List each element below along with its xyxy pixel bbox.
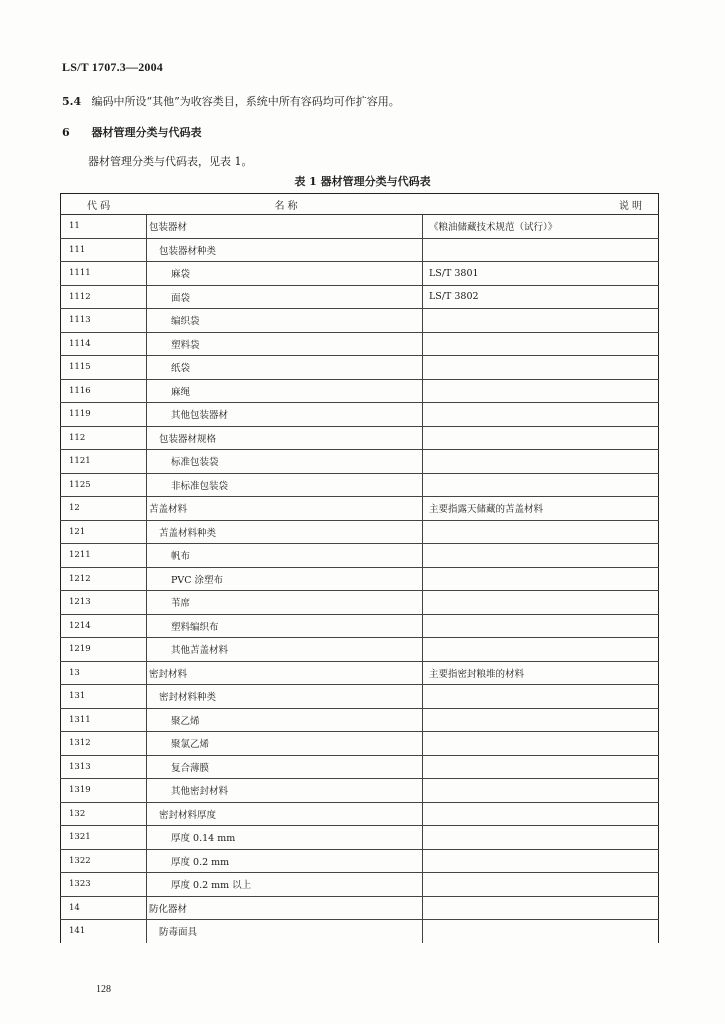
row-name-cell	[147, 426, 423, 450]
row-note: 主要指密封粮堆的材料	[423, 661, 659, 685]
page-number: 128	[96, 984, 111, 995]
table-row	[61, 238, 659, 262]
table-row	[61, 849, 659, 873]
table-row	[61, 544, 659, 568]
row-note	[423, 638, 659, 662]
row-name-cell	[147, 896, 423, 920]
row-code: 1312	[61, 732, 147, 756]
row-name: 厚度 0.14 mm	[171, 833, 236, 845]
clause-number: 5.4	[62, 95, 82, 108]
row-note	[423, 379, 659, 403]
row-name: 麻袋	[171, 269, 191, 281]
table-title: 表 1 器材管理分类与代码表	[294, 175, 431, 188]
header-name: 名 称	[147, 194, 423, 215]
table-row	[61, 309, 659, 333]
row-note	[423, 779, 659, 803]
row-name: 密封材料	[149, 668, 188, 680]
row-name: 面袋	[171, 292, 191, 304]
table-row	[61, 920, 659, 943]
row-name-cell	[147, 755, 423, 779]
row-code: 1121	[61, 450, 147, 474]
table-row	[61, 379, 659, 403]
row-note: 主要指露天储藏的苫盖材料	[423, 497, 659, 521]
clause-text: 编码中所设“其他”为收容类目，系统中所有容码均可作扩容用。	[91, 95, 400, 108]
row-note	[423, 567, 659, 591]
row-note	[423, 473, 659, 497]
table-row	[61, 473, 659, 497]
table-row	[61, 332, 659, 356]
row-name-cell	[147, 849, 423, 873]
row-name-cell	[147, 732, 423, 756]
table-row	[61, 614, 659, 638]
row-note	[423, 238, 659, 262]
table-row	[61, 567, 659, 591]
row-note	[423, 426, 659, 450]
table-row	[61, 802, 659, 826]
row-name: 密封材料种类	[159, 692, 217, 704]
row-code: 1213	[61, 591, 147, 615]
table-row	[61, 755, 659, 779]
row-code: 13	[61, 661, 147, 685]
table-row	[61, 356, 659, 380]
row-note	[423, 332, 659, 356]
row-name: 包装器材	[149, 222, 188, 234]
row-name-cell	[147, 285, 423, 309]
row-code: 1323	[61, 873, 147, 897]
row-note	[423, 732, 659, 756]
row-name: 非标准包装袋	[171, 480, 229, 492]
table-row	[61, 497, 659, 521]
table-row	[61, 873, 659, 897]
table-row	[61, 638, 659, 662]
row-name-cell	[147, 638, 423, 662]
row-code: 1113	[61, 309, 147, 333]
row-code: 11	[61, 215, 147, 239]
row-note	[423, 544, 659, 568]
row-name-cell	[147, 379, 423, 403]
row-name-cell	[147, 779, 423, 803]
row-name: 防化器材	[149, 903, 188, 915]
row-note	[423, 403, 659, 427]
row-name-cell	[147, 403, 423, 427]
row-note	[423, 826, 659, 850]
table-row	[61, 896, 659, 920]
section-number: 6	[62, 126, 70, 139]
row-note	[423, 755, 659, 779]
standard-code-header: LS/T 1707.3—2004	[62, 60, 163, 74]
row-code: 1219	[61, 638, 147, 662]
row-name: 编织袋	[171, 316, 200, 328]
row-note	[423, 356, 659, 380]
header-code: 代 码	[61, 194, 147, 215]
row-name-cell	[147, 520, 423, 544]
row-name-cell	[147, 802, 423, 826]
section-intro: 器材管理分类与代码表，见表 1。	[88, 155, 253, 168]
row-note	[423, 802, 659, 826]
row-code: 121	[61, 520, 147, 544]
row-code: 1311	[61, 708, 147, 732]
row-code: 131	[61, 685, 147, 709]
table-row	[61, 708, 659, 732]
row-code: 1119	[61, 403, 147, 427]
row-note	[423, 614, 659, 638]
table-body	[61, 215, 659, 943]
row-name-cell	[147, 591, 423, 615]
row-name: 标准包装袋	[171, 457, 219, 469]
row-note	[423, 309, 659, 333]
row-name: 厚度 0.2 mm 以上	[171, 880, 252, 892]
row-name-cell	[147, 567, 423, 591]
row-code: 1114	[61, 332, 147, 356]
row-name: 其他包装器材	[171, 410, 229, 422]
row-name-cell	[147, 356, 423, 380]
row-code: 1115	[61, 356, 147, 380]
row-code: 1211	[61, 544, 147, 568]
row-code: 132	[61, 802, 147, 826]
table-row	[61, 450, 659, 474]
row-name-cell	[147, 262, 423, 286]
row-note	[423, 591, 659, 615]
row-note	[423, 896, 659, 920]
row-code: 1112	[61, 285, 147, 309]
row-name: PVC 涂塑布	[171, 574, 224, 586]
row-code: 1322	[61, 849, 147, 873]
row-name-cell	[147, 920, 423, 943]
row-name: 聚乙烯	[171, 715, 200, 727]
table-row	[61, 661, 659, 685]
table-row	[61, 426, 659, 450]
row-name-cell	[147, 215, 423, 239]
row-note	[423, 520, 659, 544]
table-row	[61, 685, 659, 709]
row-code: 1125	[61, 473, 147, 497]
table-row	[61, 215, 659, 239]
table-row	[61, 520, 659, 544]
row-name: 复合薄膜	[171, 762, 210, 774]
section-title: 器材管理分类与代码表	[91, 126, 202, 139]
row-note	[423, 685, 659, 709]
row-note	[423, 920, 659, 943]
row-note	[423, 849, 659, 873]
table-row	[61, 403, 659, 427]
row-name-cell	[147, 473, 423, 497]
row-name-cell	[147, 614, 423, 638]
row-name-cell	[147, 238, 423, 262]
row-name: 纸袋	[171, 363, 191, 375]
table-row	[61, 732, 659, 756]
row-name-cell	[147, 497, 423, 521]
row-name-cell	[147, 309, 423, 333]
row-code: 112	[61, 426, 147, 450]
row-code: 1321	[61, 826, 147, 850]
row-name-cell	[147, 873, 423, 897]
row-name-cell	[147, 332, 423, 356]
table-row	[61, 262, 659, 286]
row-name-cell	[147, 685, 423, 709]
row-code: 12	[61, 497, 147, 521]
row-code: 111	[61, 238, 147, 262]
row-name: 麻绳	[171, 386, 191, 398]
row-name-cell	[147, 826, 423, 850]
row-name: 塑料编织布	[171, 621, 219, 633]
row-name-cell	[147, 544, 423, 568]
row-name: 苫盖材料种类	[159, 527, 217, 539]
row-note: 《粮油储藏技术规范（试行）》	[423, 215, 659, 239]
section-6-heading	[62, 124, 202, 140]
row-code: 1111	[61, 262, 147, 286]
row-note	[423, 450, 659, 474]
row-name: 苫盖材料	[149, 504, 188, 516]
table-header-row	[61, 194, 659, 215]
row-name: 塑料袋	[171, 339, 200, 351]
row-note	[423, 708, 659, 732]
classification-table	[60, 193, 659, 943]
row-name-cell	[147, 450, 423, 474]
row-name: 苇席	[171, 598, 191, 610]
row-code: 1313	[61, 755, 147, 779]
row-name: 聚氯乙烯	[171, 739, 210, 751]
table-row	[61, 591, 659, 615]
row-note: LS/T 3801	[423, 262, 659, 286]
row-note	[423, 873, 659, 897]
row-name: 包装器材规格	[159, 433, 217, 445]
table-row	[61, 779, 659, 803]
row-name: 密封材料厚度	[159, 809, 217, 821]
row-code: 14	[61, 896, 147, 920]
clause-5-4	[62, 93, 400, 109]
table-row	[61, 826, 659, 850]
row-name: 其他密封材料	[171, 786, 229, 798]
row-name: 防毒面具	[159, 927, 198, 939]
row-code: 1116	[61, 379, 147, 403]
row-name: 帆布	[171, 551, 191, 563]
row-name: 包装器材种类	[159, 245, 217, 257]
row-name-cell	[147, 661, 423, 685]
row-code: 1212	[61, 567, 147, 591]
header-note: 说 明	[423, 194, 659, 215]
row-note: LS/T 3802	[423, 285, 659, 309]
row-code: 1214	[61, 614, 147, 638]
row-name: 其他苫盖材料	[171, 645, 229, 657]
row-code: 1319	[61, 779, 147, 803]
row-code: 141	[61, 920, 147, 943]
row-name: 厚度 0.2 mm	[171, 856, 230, 868]
table-row	[61, 285, 659, 309]
row-name-cell	[147, 708, 423, 732]
